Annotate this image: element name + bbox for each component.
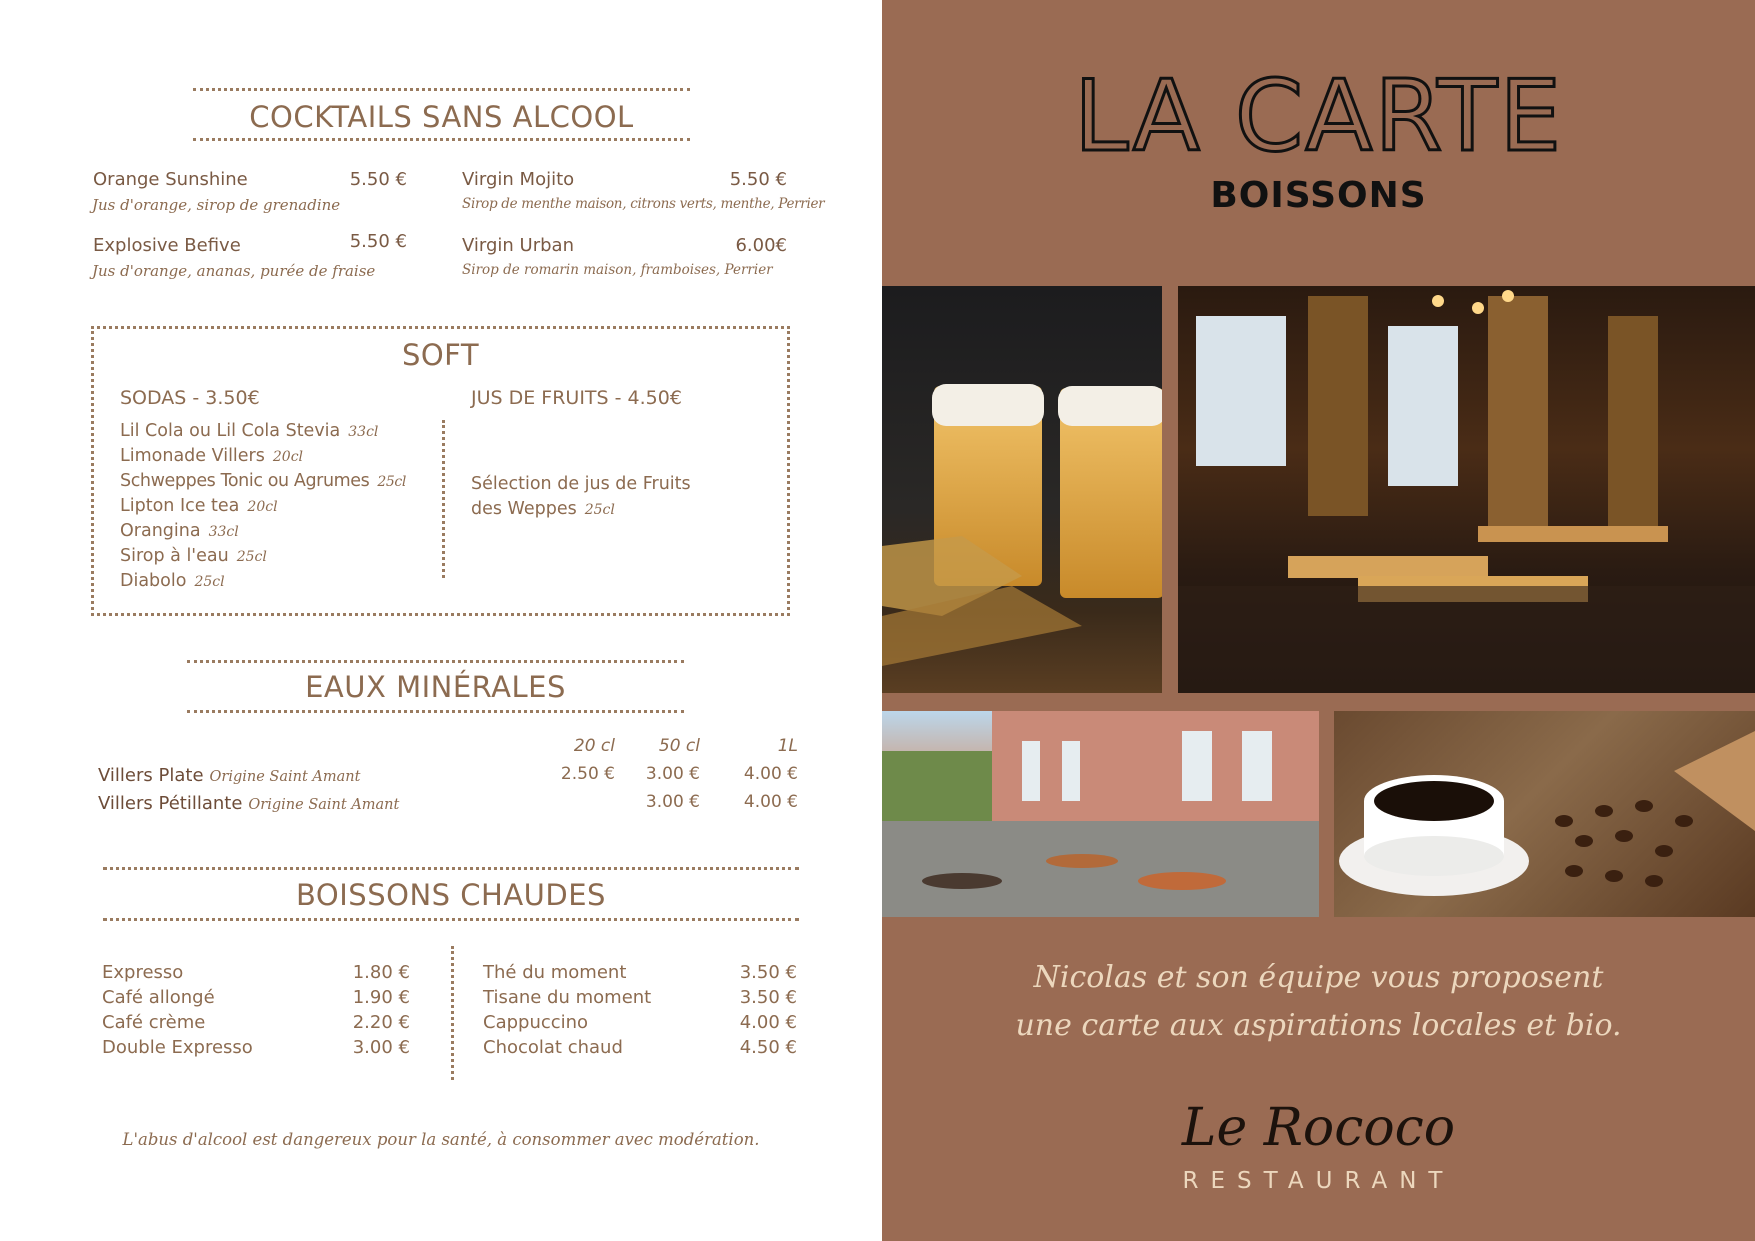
- section-title-soft: SOFT: [401, 338, 480, 372]
- cocktail-desc: Sirop de menthe maison, citrons verts, menthe, Perrier: [462, 196, 825, 212]
- column-divider: [442, 420, 445, 578]
- section-title-eaux: EAUX MINÉRALES: [305, 670, 566, 704]
- soda-item: Diabolo 25cl: [120, 571, 225, 591]
- dining-room-photo: [1178, 286, 1755, 693]
- coffee-photo: [1334, 711, 1755, 917]
- soda-item: Lipton Ice tea 20cl: [120, 496, 278, 516]
- hot-drink-price: 1.90 €: [352, 987, 410, 1008]
- cocktail-price: 5.50 €: [729, 169, 787, 190]
- sodas-title: SODAS - 3.50€: [120, 387, 260, 409]
- eau-row-name: Villers Pétillante Origine Saint Amant: [98, 793, 400, 814]
- beer-photo: [882, 286, 1162, 693]
- hot-drink-name: Cappuccino: [483, 1012, 589, 1033]
- eau-header: 1L: [777, 736, 798, 756]
- hot-drink-name: Tisane du moment: [483, 987, 652, 1008]
- eau-price: 3.00 €: [645, 764, 700, 784]
- hot-drink-price: 3.00 €: [352, 1037, 410, 1058]
- eau-price: 4.00 €: [743, 792, 798, 812]
- eau-price: 2.50 €: [560, 764, 615, 784]
- cover-tagline-line2: une carte aux aspirations locales et bio.: [1015, 1008, 1622, 1043]
- eau-price: 4.00 €: [743, 764, 798, 784]
- menu-cover-page: [882, 0, 1755, 1241]
- hot-drink-name: Double Expresso: [102, 1037, 253, 1058]
- hot-drink-name: Chocolat chaud: [483, 1037, 623, 1058]
- cover-title: LA CARTE: [1073, 60, 1564, 174]
- divider: [187, 660, 684, 663]
- jus-line: des Weppes 25cl: [471, 499, 615, 519]
- cocktail-price: 5.50 €: [349, 231, 407, 252]
- soda-item: Orangina 33cl: [120, 521, 239, 541]
- cocktail-name: Virgin Mojito: [462, 169, 575, 190]
- eau-header: 20 cl: [573, 736, 615, 756]
- hot-drink-price: 3.50 €: [739, 962, 797, 983]
- hot-drink-price: 1.80 €: [352, 962, 410, 983]
- section-title-chaudes: BOISSONS CHAUDES: [296, 878, 606, 912]
- cocktail-name: Orange Sunshine: [93, 169, 248, 190]
- divider: [193, 138, 690, 141]
- soda-item: Limonade Villers 20cl: [120, 446, 304, 466]
- soda-item: Sirop à l'eau 25cl: [120, 546, 267, 566]
- restaurant-logo-script: Le Rococo: [1181, 1098, 1456, 1158]
- hot-drink-price: 3.50 €: [739, 987, 797, 1008]
- hot-drink-name: Thé du moment: [483, 962, 627, 983]
- soda-item: Schweppes Tonic ou Agrumes 25cl: [120, 471, 406, 491]
- eau-row-name: Villers Plate Origine Saint Amant: [98, 765, 361, 786]
- cocktail-desc: Sirop de romarin maison, framboises, Perrier: [462, 262, 773, 278]
- section-title-cocktails: COCKTAILS SANS ALCOOL: [249, 100, 634, 134]
- cocktail-desc: Jus d'orange, ananas, purée de fraise: [92, 262, 376, 280]
- column-divider: [451, 946, 454, 1080]
- hot-drink-name: Café allongé: [102, 987, 215, 1008]
- cocktail-price: 6.00€: [735, 235, 787, 256]
- hot-drink-name: Expresso: [102, 962, 184, 983]
- hot-drink-price: 4.00 €: [739, 1012, 797, 1033]
- cover-tagline-line1: Nicolas et son équipe vous proposent: [1033, 960, 1604, 995]
- alcohol-disclaimer: L'abus d'alcool est dangereux pour la santé, à consommer avec modération.: [122, 1130, 760, 1149]
- cover-subtitle: BOISSONS: [1210, 175, 1427, 216]
- cocktail-price: 5.50 €: [349, 169, 407, 190]
- restaurant-logo-label: RESTAURANT: [1182, 1168, 1455, 1194]
- cocktail-name: Explosive Befive: [93, 235, 241, 256]
- soda-item: Lil Cola ou Lil Cola Stevia 33cl: [120, 421, 379, 441]
- terrace-photo: [882, 711, 1319, 917]
- jus-title: JUS DE FRUITS - 4.50€: [471, 387, 682, 409]
- divider: [103, 918, 799, 921]
- hot-drink-name: Café crème: [102, 1012, 206, 1033]
- eau-header: 50 cl: [658, 736, 700, 756]
- cocktail-desc: Jus d'orange, sirop de grenadine: [92, 196, 341, 214]
- jus-line: Sélection de jus de Fruits: [471, 474, 691, 494]
- hot-drink-price: 2.20 €: [352, 1012, 410, 1033]
- cocktail-name: Virgin Urban: [462, 235, 574, 256]
- divider: [187, 710, 684, 713]
- divider: [193, 88, 690, 91]
- eau-price: 3.00 €: [645, 792, 700, 812]
- hot-drink-price: 4.50 €: [739, 1037, 797, 1058]
- divider: [103, 867, 799, 870]
